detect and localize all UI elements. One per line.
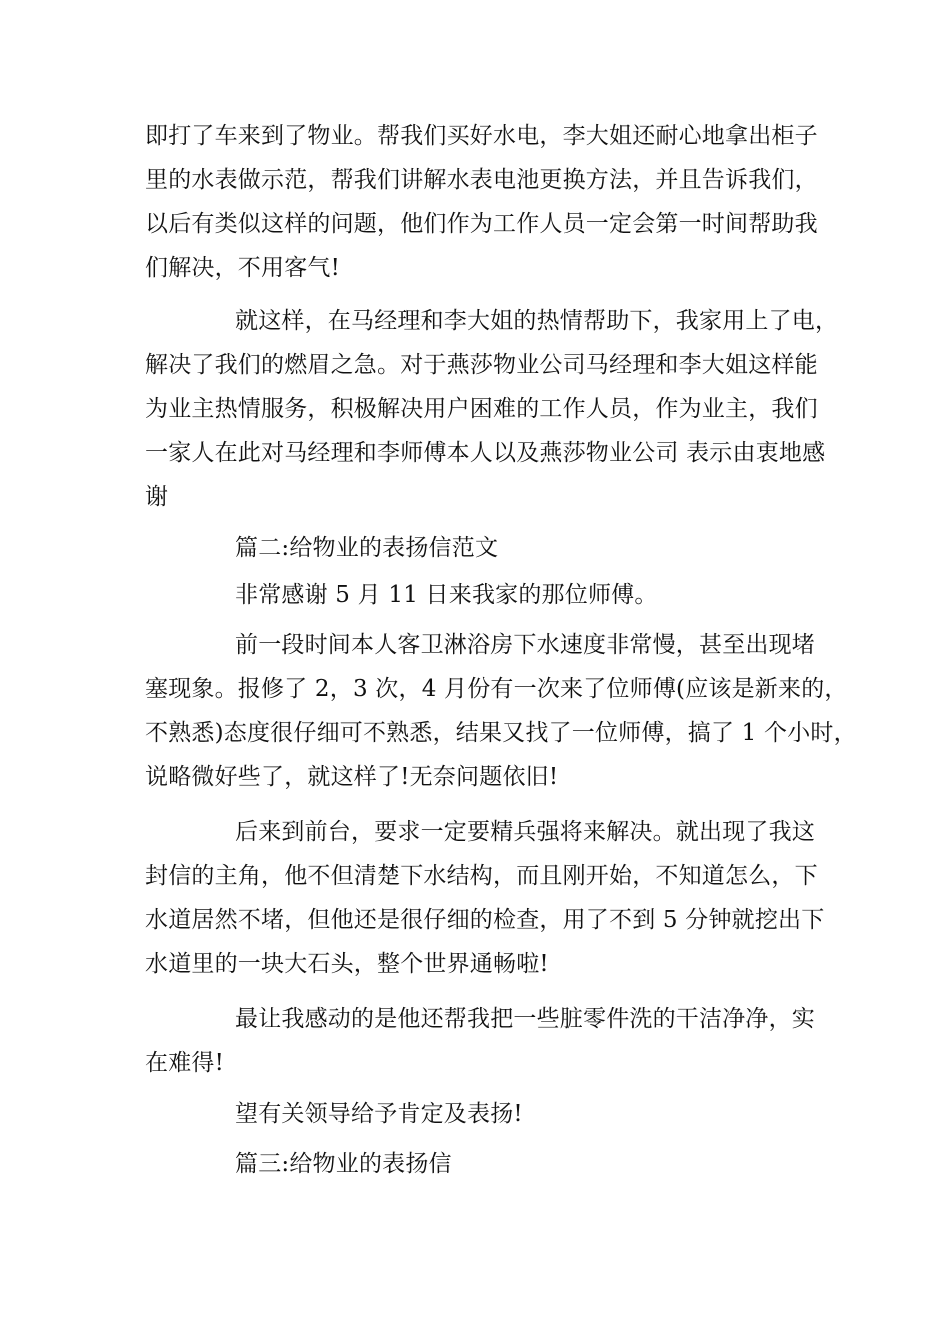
paragraph-start-line: 非常感谢 5 月 11 日来我家的那位师傅。 <box>235 582 658 608</box>
text-line: 为业主热情服务，积极解决用户困难的工作人员，作为业主，我们 <box>145 396 818 422</box>
text-line: 谢 <box>145 484 169 510</box>
text-line: 在难得! <box>145 1050 225 1076</box>
text-line: 里的水表做示范，帮我们讲解水表电池更换方法，并且告诉我们， <box>145 167 818 193</box>
paragraph-start-line: 最让我感动的是他还帮我把一些脏零件洗的干洁净净，实 <box>235 1006 815 1032</box>
section-heading: 篇三:给物业的表扬信 <box>235 1151 452 1177</box>
text-line: 水道居然不堵，但他还是很仔细的检查，用了不到 5 分钟就挖出下 <box>145 907 825 933</box>
paragraph-start-line: 望有关领导给予肯定及表扬! <box>235 1101 523 1127</box>
paragraph-start-line: 前一段时间本人客卫淋浴房下水速度非常慢，甚至出现堵 <box>235 632 815 658</box>
text-line: 一家人在此对马经理和李师傅本人以及燕莎物业公司 表示由衷地感 <box>145 440 826 466</box>
text-line: 以后有类似这样的问题，他们作为工作人员一定会第一时间帮助我 <box>145 211 818 237</box>
text-line: 即打了车来到了物业。帮我们买好水电，李大姐还耐心地拿出柜子 <box>145 123 818 149</box>
text-line: 水道里的一块大石头，整个世界通畅啦! <box>145 951 549 977</box>
paragraph-start-line: 就这样，在马经理和李大姐的热情帮助下，我家用上了电， <box>235 308 839 334</box>
text-line: 说略微好些了，就这样了!无奈问题依旧! <box>145 764 559 790</box>
text-line: 解决了我们的燃眉之急。对于燕莎物业公司马经理和李大姐这样能 <box>145 352 818 378</box>
text-line: 不熟悉)态度很仔细可不熟悉，结果又找了一位师傅，搞了 1 个小时， <box>145 720 857 746</box>
text-line: 们解决，不用客气! <box>145 255 341 281</box>
text-line: 塞现象。报修了 2，3 次，4 月份有一次来了位师傅(应该是新来的， <box>145 676 848 702</box>
section-heading: 篇二:给物业的表扬信范文 <box>235 535 499 561</box>
text-line: 封信的主角，他不但清楚下水结构，而且刚开始，不知道怎么，下 <box>145 863 818 889</box>
paragraph-start-line: 后来到前台，要求一定要精兵强将来解决。就出现了我这 <box>235 819 815 845</box>
